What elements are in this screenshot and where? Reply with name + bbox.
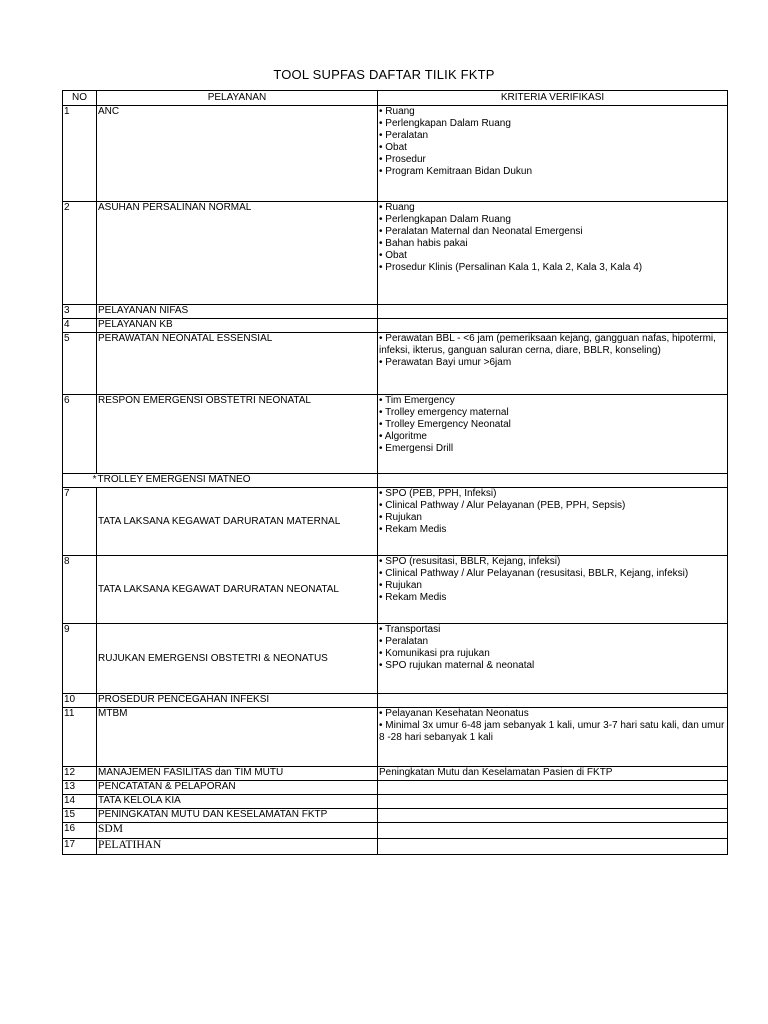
row-kriteria	[378, 823, 728, 839]
row-kriteria	[378, 694, 728, 708]
row-number: 7	[63, 488, 97, 556]
row-number: 16	[63, 823, 97, 839]
kriteria-list	[379, 708, 726, 744]
table-row	[63, 781, 728, 795]
table-row	[63, 202, 728, 305]
row-pelayanan: PROSEDUR PENCEGAHAN INFEKSI	[97, 694, 378, 708]
row-pelayanan: PERAWATAN NEONATAL ESSENSIAL	[97, 333, 378, 395]
kriteria-item: • Trolley emergency maternal	[379, 407, 509, 418]
row-kriteria	[378, 624, 728, 694]
row-kriteria	[378, 795, 728, 809]
row-kriteria	[378, 474, 728, 488]
kriteria-item: • Perawatan Bayi umur >6jam	[379, 357, 512, 368]
row-kriteria	[378, 708, 728, 767]
kriteria-item: • Rujukan	[379, 580, 422, 591]
row-pelayanan: PELATIHAN	[97, 839, 378, 855]
table-row	[63, 809, 728, 823]
kriteria-item: • Algoritme	[379, 431, 427, 442]
kriteria-item: • Perawatan BBL - <6 jam (pemeriksaan kejang, gangguan nafas, hipotermi, infeksi, ikterus, ganguan saluran cerna, diare, BBLR, konseling)	[379, 333, 716, 356]
row-number: 14	[63, 795, 97, 809]
row-pelayanan: TATA KELOLA KIA	[97, 795, 378, 809]
table-row	[63, 839, 728, 855]
row-pelayanan: PENCATATAN & PELAPORAN	[97, 781, 378, 795]
row-pelayanan: ANC	[97, 106, 378, 202]
table-row	[63, 474, 728, 488]
kriteria-item: • Prosedur Klinis (Persalinan Kala 1, Kala 2, Kala 3, Kala 4)	[379, 262, 643, 273]
row-pelayanan: PELAYANAN NIFAS	[97, 305, 378, 319]
header-kriteria: KRITERIA VERIFIKASI	[378, 91, 728, 106]
kriteria-item: • SPO rujukan maternal & neonatal	[379, 660, 535, 671]
row-pelayanan: TATA LAKSANA KEGAWAT DARURATAN MATERNAL	[97, 488, 378, 556]
row-number: 3	[63, 305, 97, 319]
table-row	[63, 333, 728, 395]
row-number: 1	[63, 106, 97, 202]
kriteria-list	[379, 488, 726, 536]
table-row	[63, 395, 728, 474]
row-kriteria	[378, 809, 728, 823]
table-row	[63, 823, 728, 839]
table-row	[63, 767, 728, 781]
row-pelayanan: RESPON EMERGENSI OBSTETRI NEONATAL	[97, 395, 378, 474]
table-body	[63, 106, 728, 855]
row-pelayanan: MANAJEMEN FASILITAS dan TIM MUTU	[97, 767, 378, 781]
table-row	[63, 556, 728, 624]
table-row	[63, 319, 728, 333]
kriteria-list	[379, 556, 726, 604]
table-row	[63, 488, 728, 556]
header-row	[63, 91, 728, 106]
row-number: 5	[63, 333, 97, 395]
kriteria-item: • Ruang	[379, 106, 415, 117]
kriteria-item: • Minimal 3x umur 6-48 jam sebanyak 1 kali, umur 3-7 hari satu kali, dan umur 8 -28 hari sebanyak 1 kali	[379, 720, 725, 743]
row-number: *	[63, 474, 97, 488]
row-kriteria	[378, 556, 728, 624]
header-no: NO	[63, 91, 97, 106]
row-number: 9	[63, 624, 97, 694]
kriteria-list	[379, 767, 726, 779]
kriteria-item: • Clinical Pathway / Alur Pelayanan (PEB, PPH, Sepsis)	[379, 500, 626, 511]
kriteria-item: • Komunikasi pra rujukan	[379, 648, 490, 659]
document-title: TOOL SUPFAS DAFTAR TILIK FKTP	[273, 67, 495, 82]
kriteria-item: • Rekam Medis	[379, 592, 447, 603]
row-pelayanan: PENINGKATAN MUTU DAN KESELAMATAN FKTP	[97, 809, 378, 823]
row-kriteria	[378, 395, 728, 474]
row-kriteria	[378, 319, 728, 333]
kriteria-item: • SPO (PEB, PPH, Infeksi)	[379, 488, 497, 499]
kriteria-item: • Perlengkapan Dalam Ruang	[379, 214, 511, 225]
kriteria-item: • Peralatan	[379, 130, 429, 141]
kriteria-item: • Transportasi	[379, 624, 441, 635]
kriteria-item: • Peralatan	[379, 636, 429, 647]
table-row	[63, 795, 728, 809]
kriteria-item: • Rekam Medis	[379, 524, 447, 535]
kriteria-list	[379, 202, 726, 274]
row-pelayanan: MTBM	[97, 708, 378, 767]
table-row	[63, 305, 728, 319]
row-kriteria	[378, 781, 728, 795]
header-pelayanan: PELAYANAN	[97, 91, 378, 106]
row-kriteria	[378, 767, 728, 781]
kriteria-item: • Obat	[379, 142, 407, 153]
table-row	[63, 106, 728, 202]
row-number: 12	[63, 767, 97, 781]
kriteria-item: • Trolley Emergency Neonatal	[379, 419, 511, 430]
row-number: 11	[63, 708, 97, 767]
row-kriteria	[378, 839, 728, 855]
row-kriteria	[378, 106, 728, 202]
table-row	[63, 694, 728, 708]
row-number: 17	[63, 839, 97, 855]
row-kriteria	[378, 333, 728, 395]
kriteria-item: • Prosedur	[379, 154, 426, 165]
row-pelayanan: SDM	[97, 823, 378, 839]
row-pelayanan: PELAYANAN KB	[97, 319, 378, 333]
row-number: 10	[63, 694, 97, 708]
kriteria-list	[379, 106, 726, 178]
kriteria-item: Peningkatan Mutu dan Keselamatan Pasien di FKTP	[379, 767, 613, 778]
row-number: 15	[63, 809, 97, 823]
kriteria-item: • Emergensi Drill	[379, 443, 454, 454]
kriteria-list	[379, 395, 726, 455]
kriteria-item: • Program Kemitraan Bidan Dukun	[379, 166, 533, 177]
kriteria-list	[379, 624, 726, 672]
table-row	[63, 624, 728, 694]
kriteria-item: • Ruang	[379, 202, 415, 213]
row-number: 8	[63, 556, 97, 624]
row-pelayanan: RUJUKAN EMERGENSI OBSTETRI & NEONATUS	[97, 624, 378, 694]
row-pelayanan: TROLLEY EMERGENSI MATNEO	[97, 474, 378, 488]
row-kriteria	[378, 488, 728, 556]
checklist-table	[62, 90, 728, 855]
kriteria-item: • Clinical Pathway / Alur Pelayanan (resusitasi, BBLR, Kejang, infeksi)	[379, 568, 689, 579]
kriteria-list	[379, 333, 726, 369]
kriteria-item: • SPO (resusitasi, BBLR, Kejang, infeksi)	[379, 556, 561, 567]
kriteria-item: • Peralatan Maternal dan Neonatal Emergensi	[379, 226, 583, 237]
kriteria-item: • Pelayanan Kesehatan Neonatus	[379, 708, 529, 719]
row-number: 4	[63, 319, 97, 333]
kriteria-item: • Obat	[379, 250, 407, 261]
table-row	[63, 708, 728, 767]
row-number: 6	[63, 395, 97, 474]
kriteria-item: • Tim Emergency	[379, 395, 455, 406]
kriteria-item: • Rujukan	[379, 512, 422, 523]
row-kriteria	[378, 305, 728, 319]
kriteria-item: • Bahan habis pakai	[379, 238, 468, 249]
row-pelayanan: TATA LAKSANA KEGAWAT DARURATAN NEONATAL	[97, 556, 378, 624]
row-number: 13	[63, 781, 97, 795]
kriteria-item: • Perlengkapan Dalam Ruang	[379, 118, 511, 129]
row-pelayanan: ASUHAN PERSALINAN NORMAL	[97, 202, 378, 305]
row-number: 2	[63, 202, 97, 305]
row-kriteria	[378, 202, 728, 305]
